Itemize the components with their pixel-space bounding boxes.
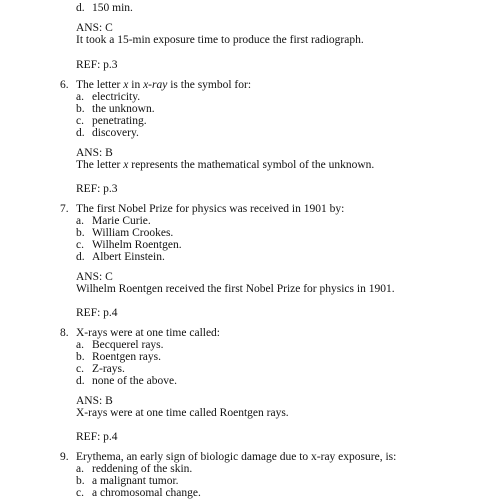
option-letter: b. bbox=[76, 351, 85, 363]
option-letter: d. bbox=[76, 251, 85, 263]
option-text: Albert Einstein. bbox=[92, 251, 165, 263]
question-stem: X-rays were at one time called: bbox=[76, 327, 221, 339]
option-text: penetrating. bbox=[92, 115, 147, 127]
answer-rationale: X-rays were at one time called Roentgen rays. bbox=[76, 407, 289, 419]
answer-rationale: It took a 15-min exposure time to produce the first radiograph. bbox=[76, 34, 364, 46]
option-text: electricity. bbox=[92, 91, 141, 103]
option-letter: b. bbox=[76, 227, 85, 239]
question-number: 8. bbox=[60, 327, 69, 339]
option-text: William Crookes. bbox=[92, 227, 174, 239]
option-text: Marie Curie. bbox=[92, 215, 151, 227]
answer-key: ANS: C bbox=[76, 271, 113, 283]
option-text: none of the above. bbox=[92, 375, 177, 387]
option-text: Roentgen rays. bbox=[92, 351, 161, 363]
answer-key: ANS: B bbox=[76, 395, 113, 407]
option-text: Becquerel rays. bbox=[92, 339, 164, 351]
answer-key: ANS: B bbox=[76, 147, 113, 159]
option-text: 150 min. bbox=[92, 2, 133, 14]
option-letter: c. bbox=[76, 115, 84, 127]
question-number: 7. bbox=[60, 203, 69, 215]
page-reference: REF: p.4 bbox=[76, 307, 118, 319]
answer-key: ANS: C bbox=[76, 22, 113, 34]
question-stem: The first Nobel Prize for physics was received in 1901 by: bbox=[76, 203, 345, 215]
option-letter: d. bbox=[76, 2, 85, 14]
page-reference: REF: p.3 bbox=[76, 183, 118, 195]
option-text: reddening of the skin. bbox=[92, 463, 193, 475]
option-letter: b. bbox=[76, 475, 85, 487]
page-reference: REF: p.3 bbox=[76, 59, 118, 71]
answer-rationale: The letter x represents the mathematical symbol of the unknown. bbox=[76, 159, 375, 171]
question-number: 6. bbox=[60, 79, 69, 91]
option-letter: a. bbox=[76, 215, 84, 227]
question-number: 9. bbox=[60, 451, 69, 463]
option-text: discovery. bbox=[92, 127, 139, 139]
answer-rationale: Wilhelm Roentgen received the first Nobel Prize for physics in 1901. bbox=[76, 283, 395, 295]
option-letter: a. bbox=[76, 91, 84, 103]
option-text: a chromosomal change. bbox=[92, 487, 201, 499]
question-stem: Erythema, an early sign of biologic damage due to x-ray exposure, is: bbox=[76, 451, 397, 463]
option-letter: c. bbox=[76, 239, 84, 251]
option-letter: a. bbox=[76, 339, 84, 351]
option-letter: a. bbox=[76, 463, 84, 475]
option-letter: d. bbox=[76, 127, 85, 139]
option-letter: d. bbox=[76, 375, 85, 387]
option-letter: b. bbox=[76, 103, 85, 115]
option-text: Wilhelm Roentgen. bbox=[92, 239, 182, 251]
option-text: the unknown. bbox=[92, 103, 155, 115]
option-text: Z-rays. bbox=[92, 363, 125, 375]
option-text: a malignant tumor. bbox=[92, 475, 179, 487]
question-stem: The letter x in x-ray is the symbol for: bbox=[76, 79, 252, 91]
option-letter: c. bbox=[76, 363, 84, 375]
page-reference: REF: p.4 bbox=[76, 431, 118, 443]
option-letter: c. bbox=[76, 487, 84, 499]
